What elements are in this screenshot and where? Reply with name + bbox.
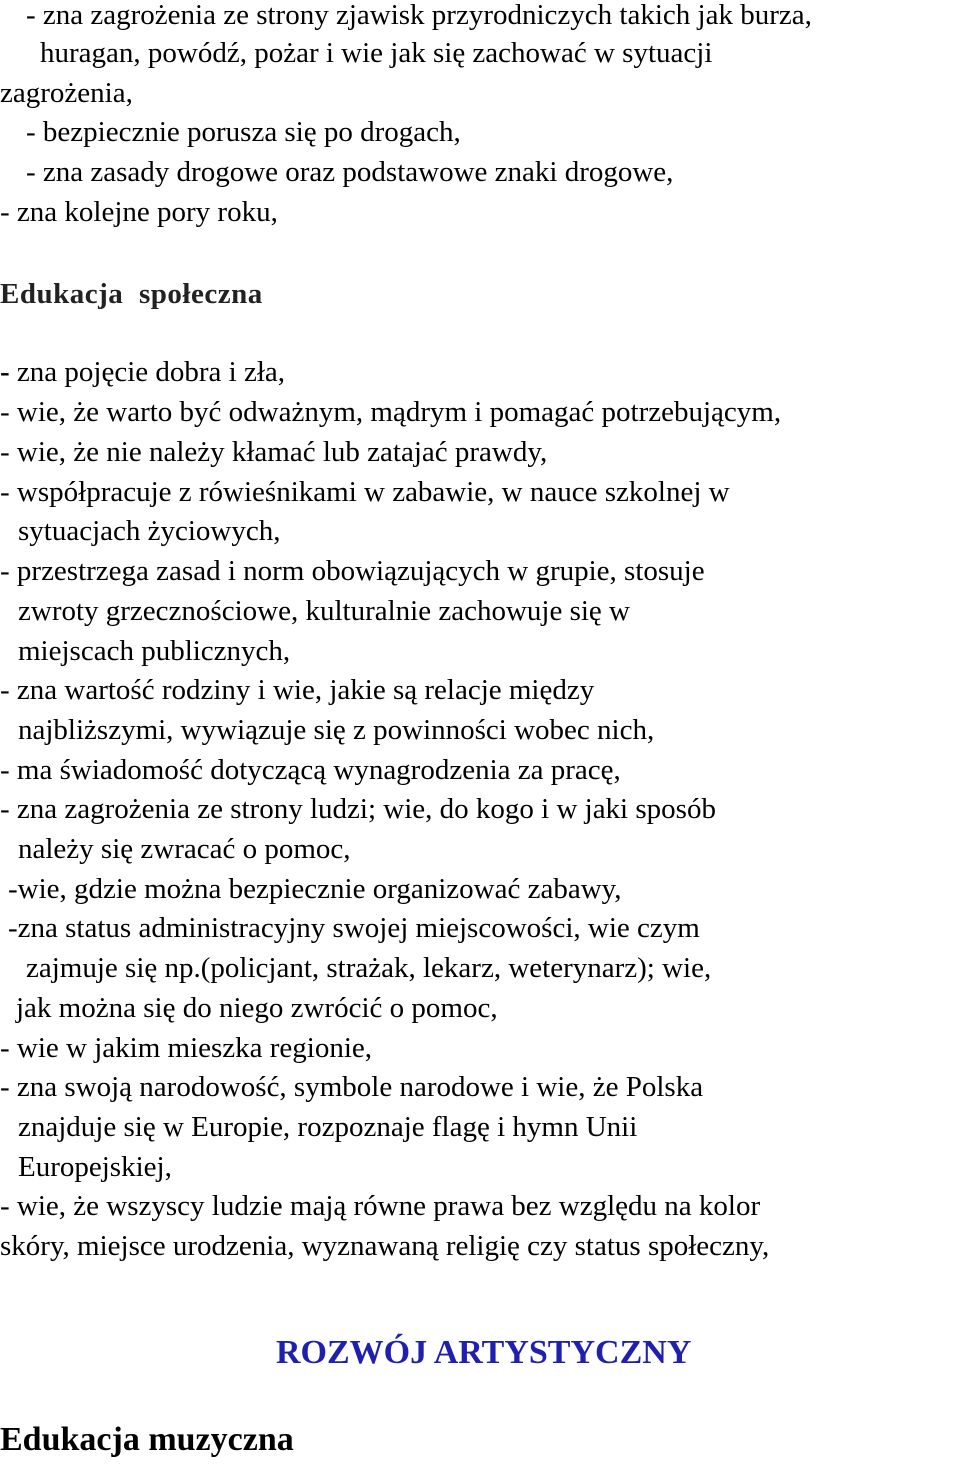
text-line: najbliższymi, wywiązuje się z powinności wobec nich, <box>18 714 655 746</box>
list-item <box>0 354 285 390</box>
text-line: - wie, że wszyscy ludzie mają równe prawa bez względu na kolor <box>0 1190 761 1222</box>
text-line: zwroty grzecznościowe, kulturalnie zachowuje się w <box>18 595 630 627</box>
text-line: huragan, powódź, pożar i wie jak się zachować w sytuacji <box>40 37 713 69</box>
text-line: -zna status administracyjny swojej miejscowości, wie czym <box>8 912 700 944</box>
text-line: - zna kolejne pory roku, <box>0 196 278 228</box>
section-heading-artistic: ROZWÓJ ARTYSTYCZNY <box>276 1334 692 1371</box>
text-line: - zna wartość rodziny i wie, jakie są relacje między <box>0 674 595 706</box>
text-line: zajmuje się np.(policjant, strażak, lekarz, weterynarz); wie, <box>26 952 712 984</box>
list-item-text: zna pojęcie dobra i zła, <box>9 356 286 388</box>
text-line: Europejskiej, <box>18 1151 172 1183</box>
text-line: - zna zagrożenia ze strony zjawisk przyrodniczych takich jak burza, <box>26 0 812 31</box>
text-line: - bezpiecznie porusza się po drogach, <box>26 116 461 148</box>
text-line: - zna zasady drogowe oraz podstawowe znaki drogowe, <box>26 156 674 188</box>
text-line: - wie, że nie należy kłamać lub zatajać prawdy, <box>0 436 548 468</box>
section-heading-music: Edukacja muzyczna <box>0 1421 294 1458</box>
text-line: - ma świadomość dotyczącą wynagrodzenia za pracę, <box>0 754 621 786</box>
text-line: znajduje się w Europie, rozpoznaje flagę i hymn Unii <box>18 1111 638 1143</box>
text-line: - zna zagrożenia ze strony ludzi; wie, do kogo i w jaki sposób <box>0 793 716 825</box>
text-line: skóry, miejsce urodzenia, wyznawaną religię czy status społeczny, <box>0 1230 770 1262</box>
section-heading-social: Edukacja społeczna <box>0 278 263 310</box>
text-line: jak można się do niego zwrócić o pomoc, <box>16 992 498 1024</box>
text-line: sytuacjach życiowych, <box>18 515 281 547</box>
text-line: - zna swoją narodowość, symbole narodowe i wie, że Polska <box>0 1071 704 1103</box>
text-line: -wie, gdzie można bezpiecznie organizować zabawy, <box>8 873 622 905</box>
text-line: - wie, że warto być odważnym, mądrym i pomagać potrzebującym, <box>0 396 782 428</box>
text-line: zagrożenia, <box>0 77 133 109</box>
text-line: - wie w jakim mieszka regionie, <box>0 1032 373 1064</box>
text-line: miejscach publicznych, <box>18 635 291 667</box>
list-dash: - <box>0 356 10 388</box>
text-line: - współpracuje z rówieśnikami w zabawie, w nauce szkolnej w <box>0 476 730 508</box>
text-line: - przestrzega zasad i norm obowiązujących w grupie, stosuje <box>0 555 705 587</box>
text-line: należy się zwracać o pomoc, <box>18 833 351 865</box>
